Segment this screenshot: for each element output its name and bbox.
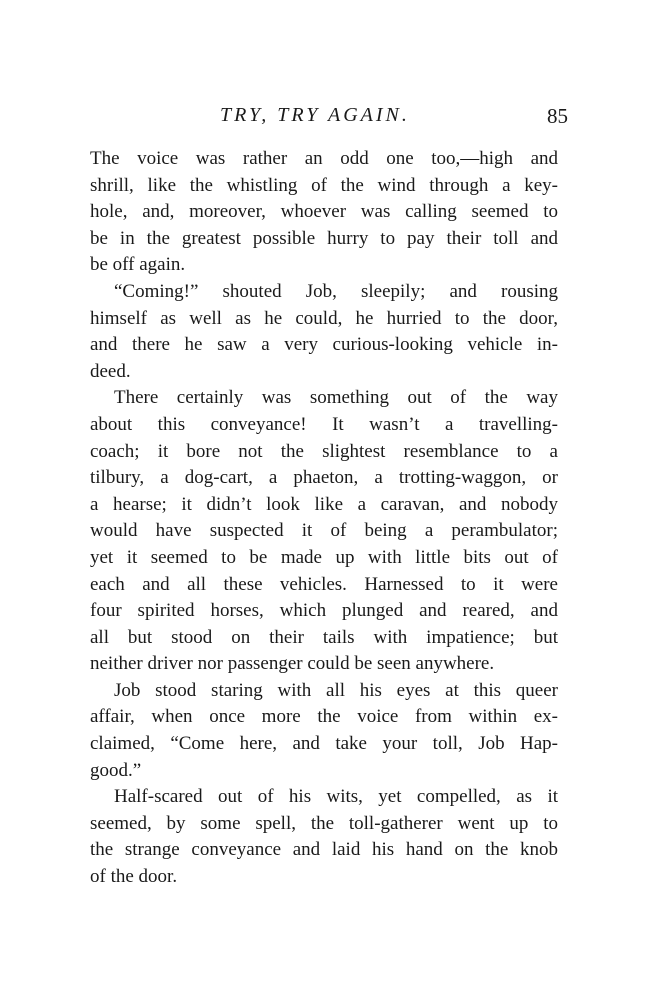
text-line: hole, and, moreover, whoever was calling seemed to — [90, 201, 558, 223]
text-line: claimed, “Come here, and take your toll, Job Hap- — [90, 733, 558, 755]
text-line: would have suspected it of being a perambulator; — [90, 520, 558, 542]
page-number: 85 — [547, 104, 568, 128]
text-line: tilbury, a dog-cart, a phaeton, a trotting-waggon, or — [90, 467, 558, 489]
text-line: affair, when once more the voice from within ex- — [90, 706, 558, 728]
text-line: coach; it bore not the slightest resemblance to a — [90, 440, 558, 462]
text-line: good.” — [90, 759, 142, 781]
body-text — [90, 146, 558, 891]
text-line: four spirited horses, which plunged and reared, and — [90, 600, 558, 622]
text-line: deed. — [90, 360, 131, 382]
text-line: neither driver nor passenger could be seen anywhere. — [90, 653, 495, 675]
text-line: “Coming!” shouted Job, sleepily; and rousing — [114, 280, 558, 302]
text-line: Job stood staring with all his eyes at this queer — [114, 679, 558, 701]
text-line: each and all these vehicles. Harnessed to it were — [90, 573, 558, 595]
running-title: TRY, TRY AGAIN. — [220, 104, 410, 126]
text-line: a hearse; it didn’t look like a caravan, and nobody — [90, 493, 558, 515]
text-line: be off again. — [90, 254, 186, 276]
text-line: himself as well as he could, he hurried to the door, — [90, 307, 558, 329]
text-line: Half-scared out of his wits, yet compelled, as it — [114, 786, 558, 808]
text-line: seemed, by some spell, the toll-gatherer went up to — [90, 812, 558, 834]
text-line: of the door. — [90, 866, 178, 888]
text-line: be in the greatest possible hurry to pay their toll and — [90, 227, 558, 249]
text-line: shrill, like the whistling of the wind through a key- — [90, 174, 558, 196]
text-line: the strange conveyance and laid his hand on the knob — [90, 839, 558, 861]
text-line: and there he saw a very curious-looking vehicle in- — [90, 334, 558, 356]
text-line: There certainly was something out of the way — [114, 387, 558, 409]
text-line: The voice was rather an odd one too,—high and — [90, 148, 558, 169]
text-line: all but stood on their tails with impatience; but — [90, 626, 558, 648]
running-head — [90, 104, 568, 134]
text-line: yet it seemed to be made up with little bits out of — [90, 546, 558, 568]
text-line: about this conveyance! It wasn’t a travelling- — [90, 413, 558, 435]
